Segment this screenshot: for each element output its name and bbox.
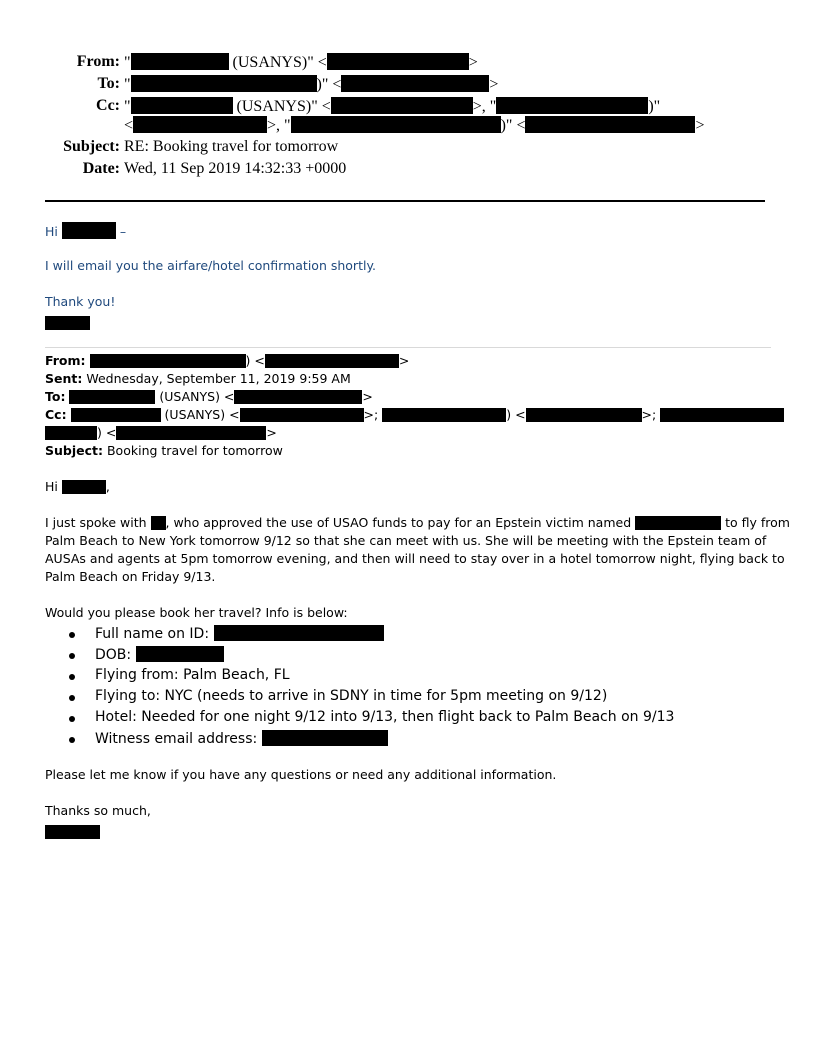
cc-org: (USANYS)" < <box>232 98 331 115</box>
redaction <box>240 408 364 422</box>
redaction <box>62 222 116 239</box>
orig-subject-text: Booking travel for tomorrow <box>106 443 283 458</box>
sep: ) < <box>97 425 117 440</box>
redaction <box>525 116 695 133</box>
orig-closing: Thanks so much, <box>45 803 151 818</box>
redaction <box>45 825 100 839</box>
bullet-icon <box>69 674 75 680</box>
from-org: (USANYS)" < <box>228 54 327 71</box>
redaction <box>341 75 489 92</box>
sep: >; <box>363 407 379 422</box>
bracket: > <box>695 117 705 134</box>
redaction <box>660 408 784 422</box>
cc-label: Cc: <box>96 97 120 114</box>
dash: – <box>119 224 127 239</box>
to-sep: )" < <box>316 76 342 93</box>
quote: " <box>124 76 131 93</box>
orig-to-label: To: <box>45 389 66 404</box>
text: I just spoke with <box>45 515 147 530</box>
text: , who approved the use of USAO funds to pay for an Epstein victim named <box>165 515 632 530</box>
bullet-icon <box>69 737 75 743</box>
bracket: > <box>489 76 499 93</box>
bracket: > <box>266 425 277 440</box>
orig-cc-row-continued <box>45 425 277 440</box>
orig-from-row <box>45 353 409 368</box>
sep: ) < <box>506 407 526 422</box>
reply-greeting <box>45 222 126 239</box>
orig-from-label: From: <box>45 353 86 368</box>
orig-sent-row <box>45 371 351 386</box>
bullet-text: Flying to: NYC (needs to arrive in SDNY in time for 5pm meeting on 9/12) <box>95 688 608 704</box>
header-date-row <box>0 160 816 180</box>
redaction <box>496 97 648 114</box>
date-text: Wed, 11 Sep 2019 14:32:33 +0000 <box>124 160 347 177</box>
greeting-text: Hi <box>45 224 58 239</box>
quote: " <box>124 54 131 71</box>
date-label: Date: <box>82 160 120 177</box>
list-item <box>45 709 674 730</box>
redaction <box>71 408 161 422</box>
sep: (USANYS) < <box>160 407 240 422</box>
reply-thanks: Thank you! <box>45 294 116 309</box>
header-to-row <box>0 75 816 95</box>
cc-sep: >, " <box>472 98 497 115</box>
redaction <box>214 625 384 641</box>
to-label: To: <box>97 75 120 92</box>
greeting-text: Hi <box>45 479 58 494</box>
bullet-icon <box>69 716 75 722</box>
bullet-text: Flying from: Palm Beach, FL <box>95 667 290 683</box>
bullet-icon <box>69 632 75 638</box>
redaction <box>526 408 642 422</box>
redaction <box>635 516 721 530</box>
orig-cc-row <box>45 407 784 422</box>
list-item <box>45 688 674 709</box>
redaction <box>234 390 362 404</box>
orig-signature <box>45 823 100 841</box>
orig-paragraph-line: Palm Beach on Friday 9/13. <box>45 569 216 584</box>
bracket: > <box>398 353 410 368</box>
reply-signature <box>45 314 90 332</box>
quote: " <box>124 98 131 115</box>
redaction <box>136 646 224 662</box>
orig-greeting <box>45 479 110 494</box>
redaction <box>291 116 501 133</box>
orig-to-row <box>45 389 373 404</box>
cc-sep: )" <box>648 98 661 115</box>
sep: (USANYS) < <box>155 389 235 404</box>
orig-subject-label: Subject: <box>45 443 103 458</box>
redaction <box>133 116 267 133</box>
list-item <box>45 667 674 688</box>
redaction <box>151 516 166 530</box>
redaction <box>45 316 90 330</box>
quoted-divider <box>45 347 771 348</box>
list-item <box>45 646 674 667</box>
orig-request-line: Would you please book her travel? Info is below: <box>45 605 348 620</box>
header-from-row <box>0 53 816 73</box>
redaction <box>327 53 469 70</box>
orig-subject-row <box>45 443 283 458</box>
header-cc-row-continued <box>0 116 816 136</box>
redaction <box>62 480 106 494</box>
list-item <box>45 625 674 646</box>
bullet-icon <box>69 653 75 659</box>
comma: , <box>105 479 110 494</box>
redaction <box>262 730 388 746</box>
from-label: From: <box>76 53 120 70</box>
bullet-icon <box>69 695 75 701</box>
redaction <box>69 390 155 404</box>
bracket: < <box>124 117 134 134</box>
bullet-text: Full name on ID: <box>95 626 210 642</box>
bracket: > <box>468 54 478 71</box>
redaction <box>131 75 317 92</box>
orig-paragraph-line: AUSAs and agents at 5pm tomorrow evening, and then will need to stay over in a hotel tomorrow night, flying back to <box>45 551 785 566</box>
redaction <box>131 97 233 114</box>
bullet-text: Hotel: Needed for one night 9/12 into 9/13, then flight back to Palm Beach on 9/13 <box>95 709 675 725</box>
bracket: > <box>362 389 373 404</box>
subject-label: Subject: <box>63 138 120 155</box>
orig-paragraph-line <box>45 515 790 530</box>
redaction <box>331 97 473 114</box>
text: to fly from <box>725 515 790 530</box>
sep: ) < <box>245 353 265 368</box>
bullet-text: DOB: <box>95 647 132 663</box>
subject-text: RE: Booking travel for tomorrow <box>124 138 339 155</box>
list-item <box>45 730 674 751</box>
travel-info-list <box>45 625 674 751</box>
redaction <box>131 53 229 70</box>
header-divider <box>45 200 765 202</box>
orig-sent-text: Wednesday, September 11, 2019 9:59 AM <box>86 371 351 386</box>
redaction <box>382 408 506 422</box>
header-subject-row <box>0 138 816 158</box>
orig-sent-label: Sent: <box>45 371 83 386</box>
reply-line: I will email you the airfare/hotel confirmation shortly. <box>45 258 377 273</box>
orig-paragraph-line: Palm Beach to New York tomorrow 9/12 so that she can meet with us. She will be meeting with the Epstein team of <box>45 533 767 548</box>
orig-cc-label: Cc: <box>45 407 67 422</box>
redaction <box>116 426 266 440</box>
cc-sep: >, " <box>267 117 291 134</box>
redaction <box>45 426 97 440</box>
bullet-text: Witness email address: <box>95 731 258 747</box>
redaction <box>90 354 246 368</box>
header-cc-row <box>0 97 816 117</box>
sep: >; <box>641 407 657 422</box>
orig-followup-line: Please let me know if you have any questions or need any additional information. <box>45 767 557 782</box>
redaction <box>265 354 399 368</box>
cc-sep: )" < <box>500 117 526 134</box>
